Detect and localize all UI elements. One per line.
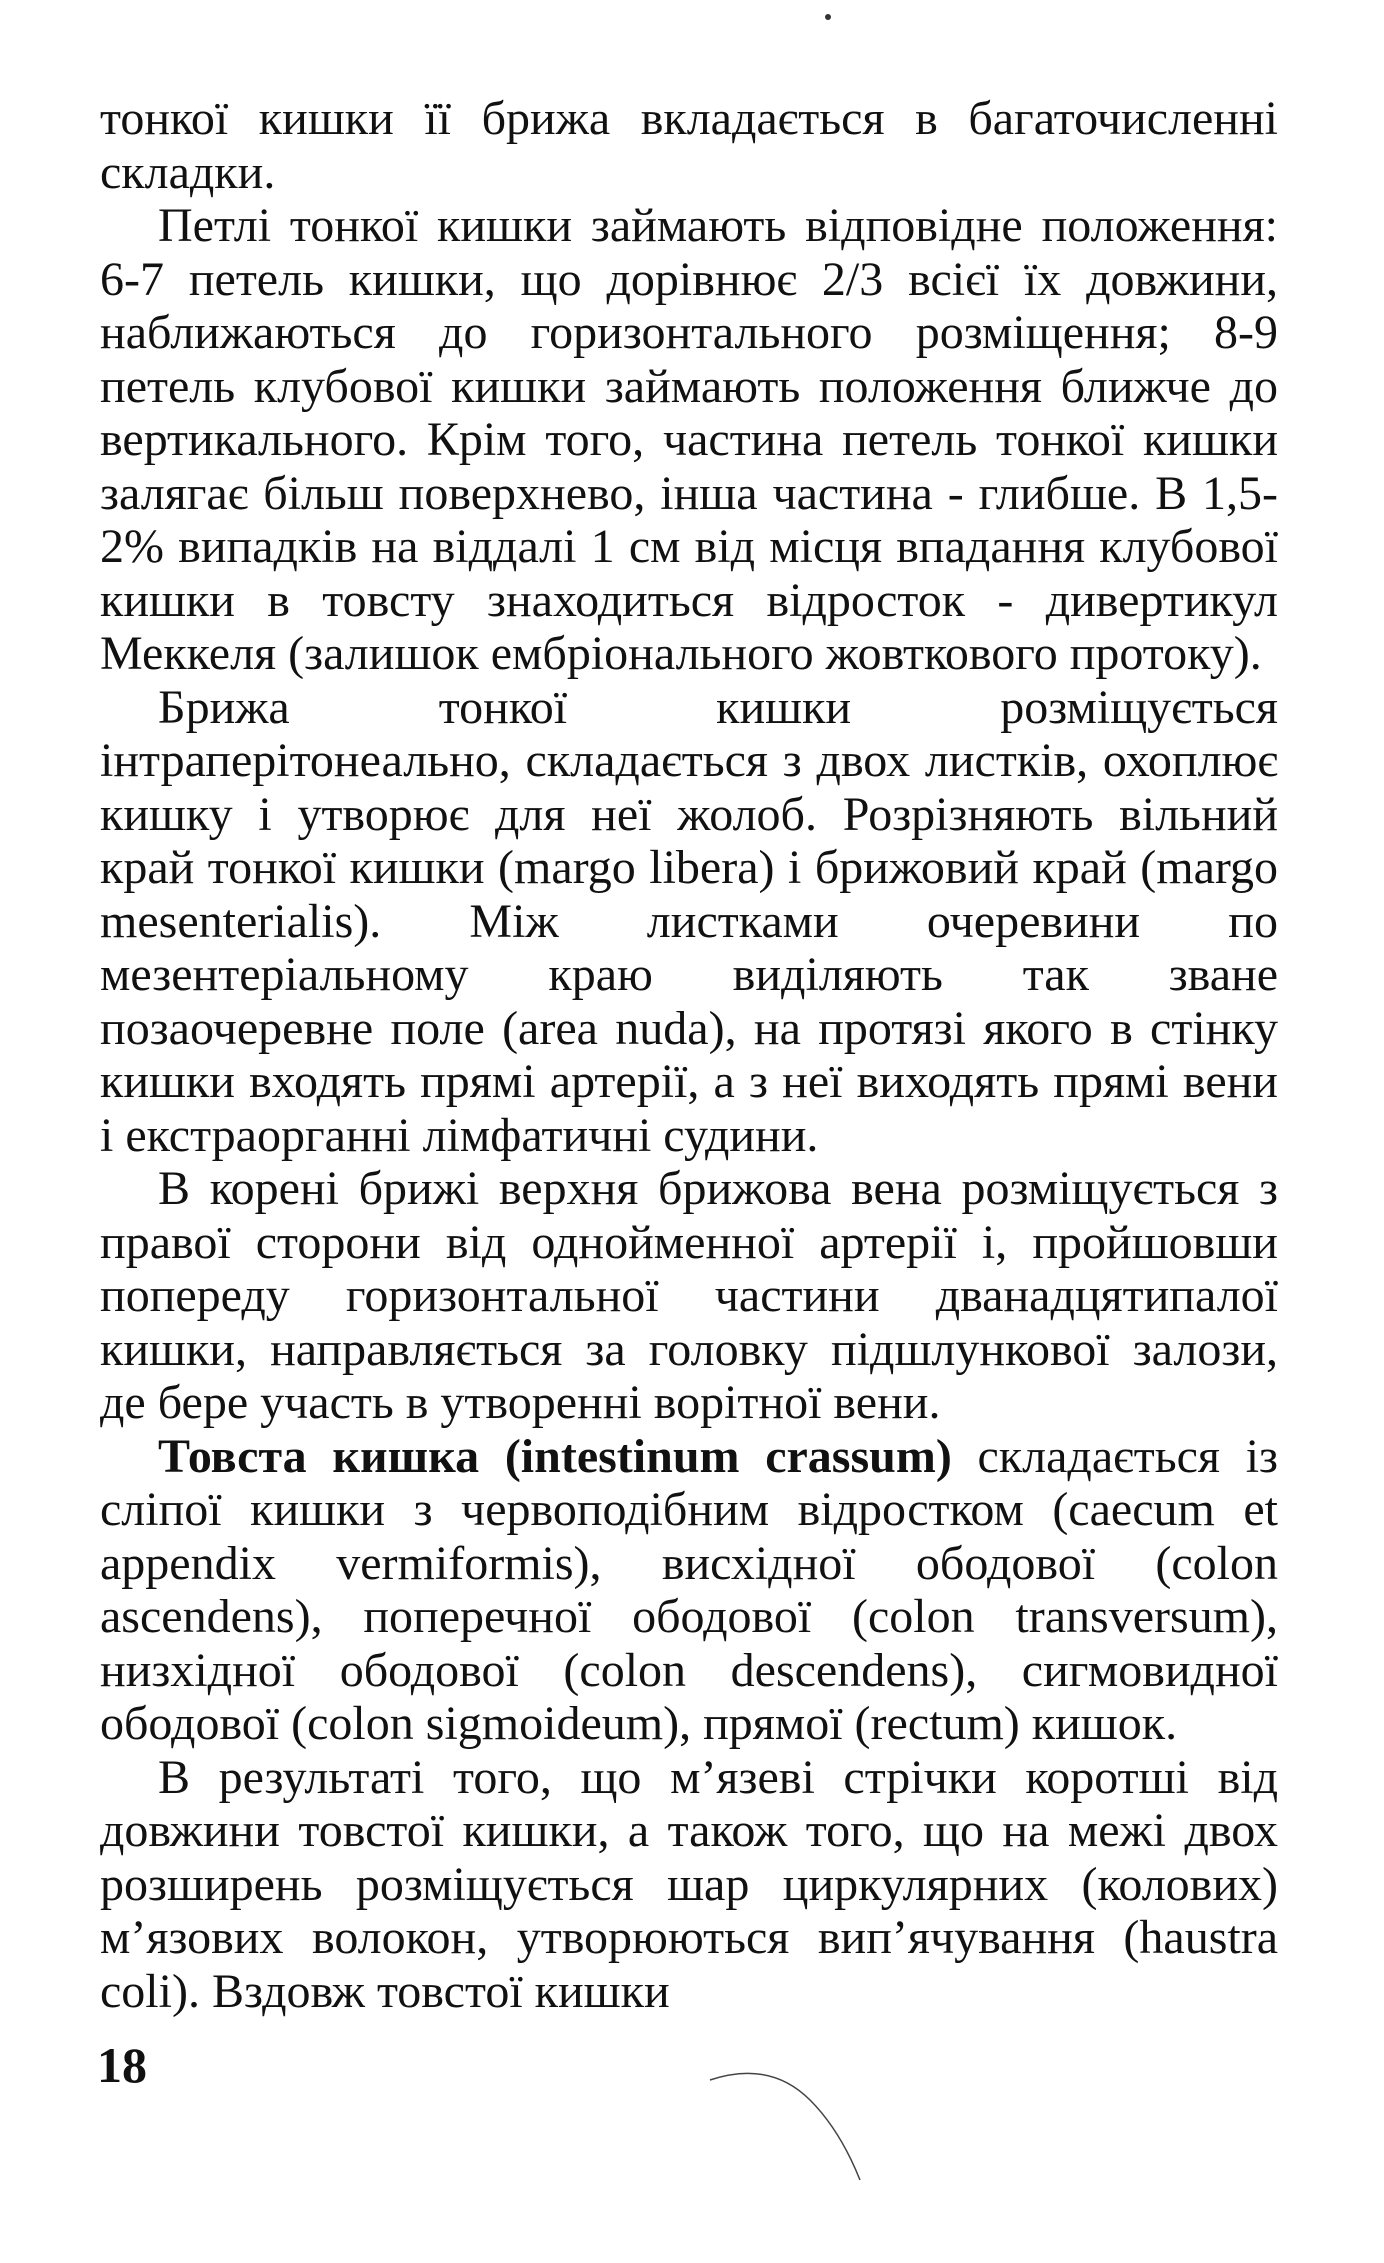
paragraph-continuation: тонкої кишки її брижа вкладається в багаточисленні складки. [100,92,1278,199]
paragraph-large-intestine [100,1430,1278,1751]
paragraph-haustra: В результаті того, що м’язеві стрічки коротші від довжини товстої кишки, а також того, що на межі двох розширень розміщується шар циркулярних (колових) м’язових волокон, утворюються вип’ячування (haustra coli). Вздовж товстої кишки [100,1750,1278,2018]
page-number: 18 [97,2037,147,2093]
term-large-intestine: Товста кишка (intestinum crassum) [158,1429,952,1483]
scan-artifact-curve [700,2060,880,2190]
paragraph-mesenteric-vein: В корені брижі верхня брижова вена розміщується з правої сторони від однойменної артерії і, пройшовши попереду горизонтальної частини дванадцятипалої кишки, направляється за головку підшлункової залози, де бере участь в утворенні ворітної вени. [100,1162,1278,1429]
paragraph-mesentery: Брижа тонкої кишки розміщується інтраперітонеально, складається з двох листків, охоплює кишку і утворює для неї жолоб. Розрізняють вільний край тонкої кишки (margo libera) і брижовий край (margo mesenterialis). Між листками очеревини по мезентеріальному краю виділяють так зване позаочеревне поле (area nuda), на протязі якого в стінку кишки входять прямі артерії, а з неї виходять прямі вени і екстраорганні лімфатичні судини. [100,680,1278,1162]
paragraph-large-intestine-text: складається із сліпої кишки з червоподібним відростком (caecum et appendix vermiformis), висхідної ободової (colon ascendens), поперечної ободової (colon transversum), низхідної ободової (colon descendens), сигмовидної ободової (colon sigmoideum), прямої (rectum) кишок. [100,1429,1278,1750]
paragraph-small-intestine-loops: Петлі тонкої кишки займають відповідне положення: 6-7 петель кишки, що дорівнює 2/3 всієї їх довжини, наближаються до горизонтального розміщення; 8-9 петель клубової кишки займають положення ближче до вертикального. Крім того, частина петель тонкої кишки залягає більш поверхнево, інша частина - глибше. В 1,5-2% випадків на віддалі 1 см від місця впадання клубової кишки в товсту знаходиться відросток - дивертикул Меккеля (залишок ембріонального жовткового протоку). [100,199,1278,680]
page-body [100,92,1278,2018]
scan-dot [825,14,831,20]
